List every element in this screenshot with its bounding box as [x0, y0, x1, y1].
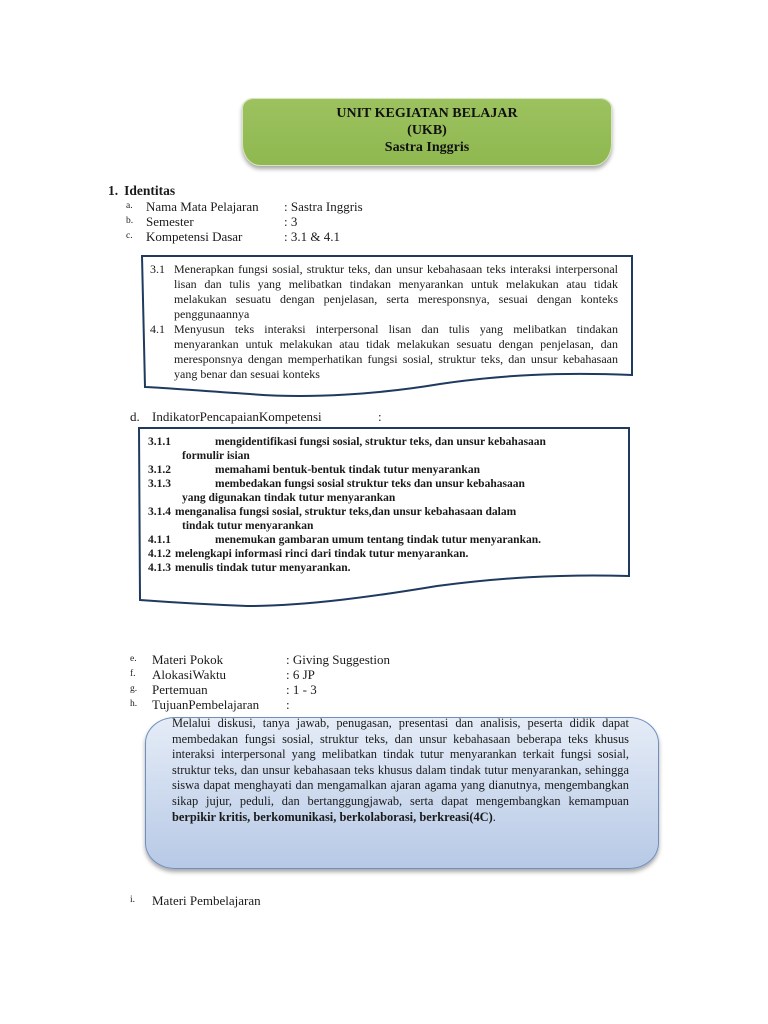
ipk-number: 3.1.2	[148, 464, 171, 476]
kompetensi-dasar-list	[150, 262, 618, 382]
ipk-item	[148, 505, 618, 533]
indikator-list	[148, 435, 618, 575]
banner-line-1: UNIT KEGIATAN BELAJAR	[336, 106, 518, 121]
item-value: : 3	[284, 214, 298, 229]
ipk-number: 3.1.3	[148, 478, 171, 490]
tujuan-bold-2: berkomunikasi,	[253, 809, 337, 824]
ipk-number: 4.1.3	[148, 562, 171, 574]
ipk-text-cont: yang digunakan tindak tutur menyarankan	[182, 492, 396, 504]
ipk-number: 3.1.4	[148, 506, 171, 518]
kd-number: 4.1	[150, 322, 165, 336]
ipk-text: memahami bentuk-bentuk tindak tutur menyarankan	[215, 464, 480, 476]
tujuan-body: Melalui diskusi, tanya jawab, penugasan, presentasi dan analisis, peserta didik dapat membedakan fungsi sosial, struktur teks, dan unsur kebahasaan beberapa teks khusus interaksi interpersonal yang melibatkan tindak tutur menyarankan terkait fungsi sosial, struktur teks, dan unsur kebahasaan teks khusus dalam tindak tutur menyarankan, sehingga siswa dapat menghayati dan mengamalkan ajaran agama yang dianutnya, mengembangkan sikap jujur, peduli, dan bertanggungjawab, serta dapat mengembangkan kemampuan	[172, 716, 629, 808]
item-letter: e.	[130, 654, 137, 664]
kd-text: Menerapkan fungsi sosial, struktur teks, dan unsur kebahasaan teks interaksi interpersonal lisan dan tulis yang melibatkan tindakan menyarankan untuk melakukan atau tidak melakukan sesuatu dengan penjelasan, serta meresponsnya, sesuai dengan konteks penggunaannya	[174, 262, 618, 321]
kd-item	[150, 322, 618, 382]
item-letter: c.	[126, 231, 133, 241]
item-value: :	[286, 697, 290, 712]
ipk-text: menganalisa fungsi sosial, struktur teks,dan unsur kebahasaan dalam	[175, 506, 517, 518]
ipk-text: menemukan gambaran umum tentang tindak tutur menyarankan.	[215, 534, 541, 546]
ipk-item	[148, 463, 618, 477]
item-value: : 1 - 3	[286, 682, 317, 697]
ipk-number: 4.1.1	[148, 534, 171, 546]
item-letter: f.	[130, 669, 136, 679]
tujuan-bold-1: berpikir kritis,	[172, 809, 251, 824]
item-colon: :	[378, 409, 382, 424]
section-title: Identitas	[124, 183, 176, 198]
ipk-item	[148, 561, 618, 575]
item-value: : 3.1 & 4.1	[284, 229, 340, 244]
ipk-text: membedakan fungsi sosial struktur teks dan unsur kebahasaan	[215, 478, 525, 490]
ipk-item	[148, 547, 618, 561]
item-label: AlokasiWaktu	[152, 667, 227, 682]
section-number: 1.	[108, 183, 119, 198]
kd-item	[150, 262, 618, 322]
item-value: : Giving Suggestion	[286, 652, 391, 667]
banner-line-3: Sastra Inggris	[384, 140, 470, 155]
title-banner	[242, 98, 612, 166]
section-heading-identitas	[108, 183, 175, 199]
item-label: Materi Pokok	[152, 652, 224, 667]
item-label: IndikatorPencapaianKompetensi	[152, 409, 322, 424]
item-letter: i.	[130, 895, 136, 905]
ipk-number: 4.1.2	[148, 548, 171, 560]
item-label: Semester	[146, 214, 194, 229]
item-letter: b.	[126, 216, 134, 226]
ipk-text: mengidentifikasi fungsi sosial, struktur teks, dan unsur kebahasaan	[215, 436, 546, 448]
banner-line-2: (UKB)	[407, 123, 447, 138]
ipk-item	[148, 533, 618, 547]
tujuan-bold-4: berkreasi(4C)	[419, 809, 493, 824]
item-label: Materi Pembelajaran	[152, 893, 261, 908]
item-letter: d.	[130, 409, 140, 424]
item-label: Kompetensi Dasar	[146, 229, 243, 244]
ipk-number: 3.1.1	[148, 436, 171, 448]
ipk-text-cont: tindak tutur menyarankan	[182, 520, 314, 532]
item-letter: a.	[126, 201, 133, 211]
item-label: Nama Mata Pelajaran	[146, 199, 259, 214]
kd-text: Menyusun teks interaksi interpersonal lisan dan tulis yang melibatkan tindakan menyarankan untuk melakukan atau tidak melakukan sesuatu dengan penjelasan, dan meresponsnya dengan memperhatikan fungsi sosial, struktur teks, dan unsur kebahasaan yang benar dan sesuai konteks	[174, 322, 618, 381]
ipk-text: menulis tindak tutur menyarankan.	[175, 562, 351, 574]
item-letter: g.	[130, 684, 138, 694]
item-label: TujuanPembelajaran	[152, 697, 260, 712]
tujuan-pembelajaran-text	[172, 716, 629, 825]
ipk-item	[148, 477, 618, 505]
tujuan-bold-3: berkolaborasi,	[339, 809, 417, 824]
item-letter: h.	[130, 699, 138, 709]
ipk-text: melengkapi informasi rinci dari tindak tutur menyarankan.	[175, 548, 469, 560]
ipk-text-cont: formulir isian	[182, 450, 250, 462]
item-value: : 6 JP	[286, 667, 315, 682]
item-value: : Sastra Inggris	[284, 199, 363, 214]
ipk-item	[148, 435, 618, 463]
item-label: Pertemuan	[152, 682, 208, 697]
tujuan-end: .	[492, 809, 496, 824]
kd-number: 3.1	[150, 262, 165, 276]
